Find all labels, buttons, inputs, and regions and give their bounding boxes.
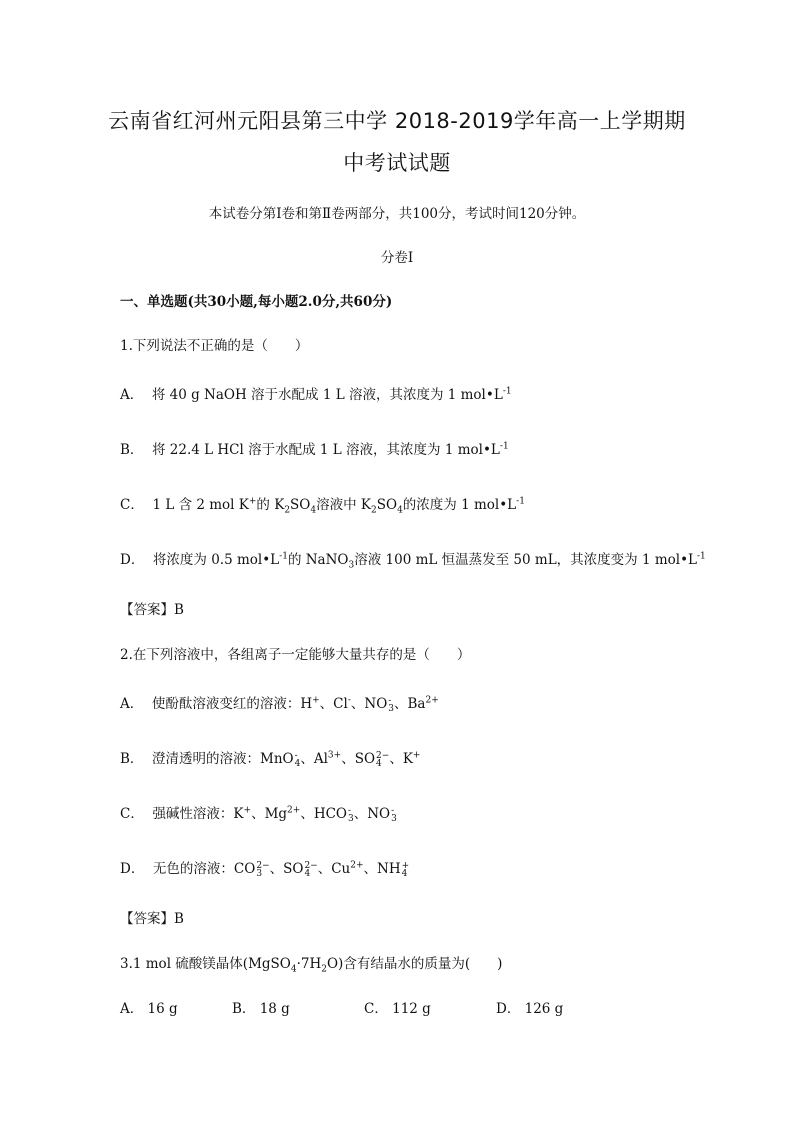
q1-option-b bbox=[120, 438, 509, 458]
q2-b-label: B． bbox=[120, 751, 144, 767]
q1-a-text: 将 40 g NaOH 溶于水配成 1 L 溶液，其浓度为 1 mol•L bbox=[151, 387, 503, 403]
q2-a-label: A． bbox=[120, 696, 144, 712]
q3-stem-1: 3.1 mol 硫酸镁晶体(MgSO bbox=[120, 956, 291, 972]
q1-d-label: D． bbox=[120, 552, 145, 568]
q1-option-a bbox=[120, 383, 512, 403]
q1-d-sub3: 3 bbox=[348, 560, 355, 571]
q1-d-text-3: 溶液 100 mL 恒温蒸发至 50 mL，其浓度变为 1 mol•L bbox=[354, 552, 697, 568]
q3-stem-2: ·7H bbox=[296, 956, 322, 972]
q2-c-text: 强碱性溶液：K bbox=[152, 806, 244, 822]
q3-option-b: B． 18 g bbox=[232, 1001, 290, 1017]
q2-d-cu-charge: 2+ bbox=[350, 860, 364, 871]
q2-d-so-sub: 4 bbox=[304, 868, 311, 879]
q2-d-co-stack bbox=[256, 862, 269, 878]
q3-option-a: A． 16 g bbox=[120, 1001, 178, 1017]
q2-d-sep3: 、 bbox=[363, 861, 378, 877]
q1-d-exp2: -1 bbox=[697, 551, 706, 562]
q2-b-sep2: 、 bbox=[341, 751, 355, 767]
q2-c-no-charge: - bbox=[391, 805, 395, 816]
q1-a-exp: -1 bbox=[502, 386, 512, 397]
q2-a-sep3: 、 bbox=[394, 696, 408, 712]
q2-d-so-stack bbox=[304, 862, 317, 878]
q3-option-d: D． 126 g bbox=[496, 1001, 564, 1017]
q1-c-text-5: SO bbox=[376, 497, 398, 513]
q2-c-sep2: 、 bbox=[300, 806, 314, 822]
q2-b-text: 澄清透明的溶液：MnO bbox=[152, 751, 294, 767]
q1-c-text-3: SO bbox=[290, 497, 311, 513]
q1-c-sub4b: 4 bbox=[397, 505, 403, 516]
q2-d-nh: NH bbox=[377, 861, 401, 877]
q1-c-text-2: 的 K bbox=[256, 497, 285, 513]
q1-stem: 1.下列说法不正确的是（ ） bbox=[120, 338, 309, 354]
q2-answer: 【答案】B bbox=[120, 911, 184, 927]
q2-c-hco-sub: 3 bbox=[348, 813, 354, 824]
q1-c-sub4a: 4 bbox=[310, 505, 317, 516]
q1-b-text: 将 22.4 L HCl 溶于水配成 1 L 溶液，其浓度为 1 mol•L bbox=[152, 442, 500, 458]
q2-option-c bbox=[120, 802, 397, 823]
q2-c-sep1: 、 bbox=[251, 806, 265, 822]
q2-a-ba-charge: 2+ bbox=[425, 695, 439, 706]
q1-c-plus: + bbox=[248, 496, 257, 507]
q2-b-mno-sub: 4 bbox=[294, 758, 301, 769]
q2-c-sep3: 、 bbox=[353, 806, 368, 822]
q2-d-nh-stack bbox=[402, 862, 410, 878]
q2-c-mg-charge: 2+ bbox=[287, 805, 301, 816]
q2-d-so-charge: 2− bbox=[304, 860, 318, 871]
q2-d-co-charge: 2− bbox=[256, 860, 270, 871]
q3-sub4: 4 bbox=[290, 964, 297, 975]
q2-a-text: 使酚酞溶液变红的溶液：H bbox=[151, 696, 313, 712]
q2-option-d bbox=[120, 857, 409, 878]
q2-b-al: Al bbox=[313, 751, 328, 767]
q1-d-text-2: 的 NaNO bbox=[287, 552, 349, 568]
q2-c-k-charge: + bbox=[243, 805, 252, 816]
section-label: 分卷I bbox=[380, 250, 414, 266]
q2-d-so: SO bbox=[283, 861, 304, 877]
q1-c-sub2b: 2 bbox=[371, 505, 377, 516]
q2-c-hco-charge: - bbox=[348, 805, 352, 816]
q2-c-mg: Mg bbox=[264, 806, 288, 822]
q1-answer: 【答案】B bbox=[120, 602, 184, 618]
q2-c-no-sub: 3 bbox=[391, 813, 397, 824]
q3-stem-3: O)含有结晶水的质量为( ) bbox=[326, 956, 503, 972]
q2-b-k-charge: + bbox=[412, 750, 421, 761]
q3-sub2: 2 bbox=[321, 964, 327, 975]
q2-b-so-charge: 2− bbox=[376, 750, 390, 761]
q1-b-label: B． bbox=[120, 442, 144, 458]
q2-d-label: D． bbox=[120, 861, 145, 877]
q2-d-cu: Cu bbox=[331, 861, 351, 877]
q2-option-a bbox=[120, 692, 439, 713]
q2-a-sep2: 、 bbox=[350, 696, 365, 712]
q3-option-c: C． 112 g bbox=[364, 1001, 431, 1017]
q2-c-hco: HCO bbox=[313, 806, 347, 822]
q2-d-sep2: 、 bbox=[317, 861, 332, 877]
q2-c-label: C． bbox=[120, 806, 144, 822]
q2-d-text: 无色的溶液：CO bbox=[152, 861, 256, 877]
exam-intro: 本试卷分第Ⅰ卷和第Ⅱ卷两部分，共100分，考试时间120分钟。 bbox=[208, 206, 586, 222]
doc-title-line1: 云南省红河州元阳县第三中学 2018-2019学年高一上学期期 bbox=[108, 109, 686, 133]
q2-d-nh-charge: + bbox=[401, 860, 410, 871]
q2-b-so-sub: 4 bbox=[376, 758, 382, 769]
q2-stem: 2.在下列溶液中，各组离子一定能够大量共存的是（ ） bbox=[120, 647, 471, 663]
q2-option-b bbox=[120, 747, 420, 768]
q2-b-sep3: 、 bbox=[389, 751, 403, 767]
q2-a-cl: Cl bbox=[333, 696, 348, 712]
q2-b-so: SO bbox=[354, 751, 376, 767]
q1-c-exp: -1 bbox=[516, 496, 525, 507]
q1-b-exp: -1 bbox=[499, 441, 509, 452]
q2-a-no: NO bbox=[364, 696, 388, 712]
q2-b-mno-charge: - bbox=[294, 750, 298, 761]
q2-b-so-stack bbox=[376, 752, 389, 768]
q1-c-label: C． bbox=[120, 497, 144, 513]
q2-a-sep1: 、 bbox=[319, 696, 334, 712]
q2-d-co-sub: 3 bbox=[256, 868, 263, 879]
q2-a-h-plus: + bbox=[312, 695, 320, 706]
q2-d-sep1: 、 bbox=[269, 861, 284, 877]
part1-heading: 一、单选题(共30小题,每小题2.0分,共60分) bbox=[120, 294, 393, 310]
q2-b-k: K bbox=[402, 751, 413, 767]
q1-option-c bbox=[120, 493, 525, 516]
q2-a-no-charge: - bbox=[388, 695, 392, 706]
q2-a-ba: Ba bbox=[407, 696, 426, 712]
q1-c-sub2a: 2 bbox=[284, 505, 291, 516]
q2-a-cl-minus: - bbox=[347, 695, 351, 706]
q2-c-no: NO bbox=[367, 806, 391, 822]
q1-c-text-6: 的浓度为 1 mol•L bbox=[402, 497, 517, 513]
q1-c-text-4: 溶液中 K bbox=[316, 497, 371, 513]
q2-c-no-stack bbox=[391, 807, 397, 823]
q2-b-sep1: 、 bbox=[300, 751, 314, 767]
q1-a-label: A． bbox=[120, 387, 144, 403]
doc-title-line2: 中考试试题 bbox=[343, 151, 451, 175]
q1-d-exp1: -1 bbox=[279, 551, 288, 562]
q2-d-nh-sub: 4 bbox=[401, 868, 408, 879]
q2-b-al-charge: 3+ bbox=[327, 750, 342, 761]
q2-a-no-sub: 3 bbox=[388, 703, 394, 714]
q1-option-d bbox=[120, 548, 706, 571]
q3-stem bbox=[120, 952, 502, 975]
q1-d-text-1: 将浓度为 0.5 mol•L bbox=[152, 552, 280, 568]
q1-c-text-1: 1 L 含 2 mol K bbox=[152, 497, 249, 513]
